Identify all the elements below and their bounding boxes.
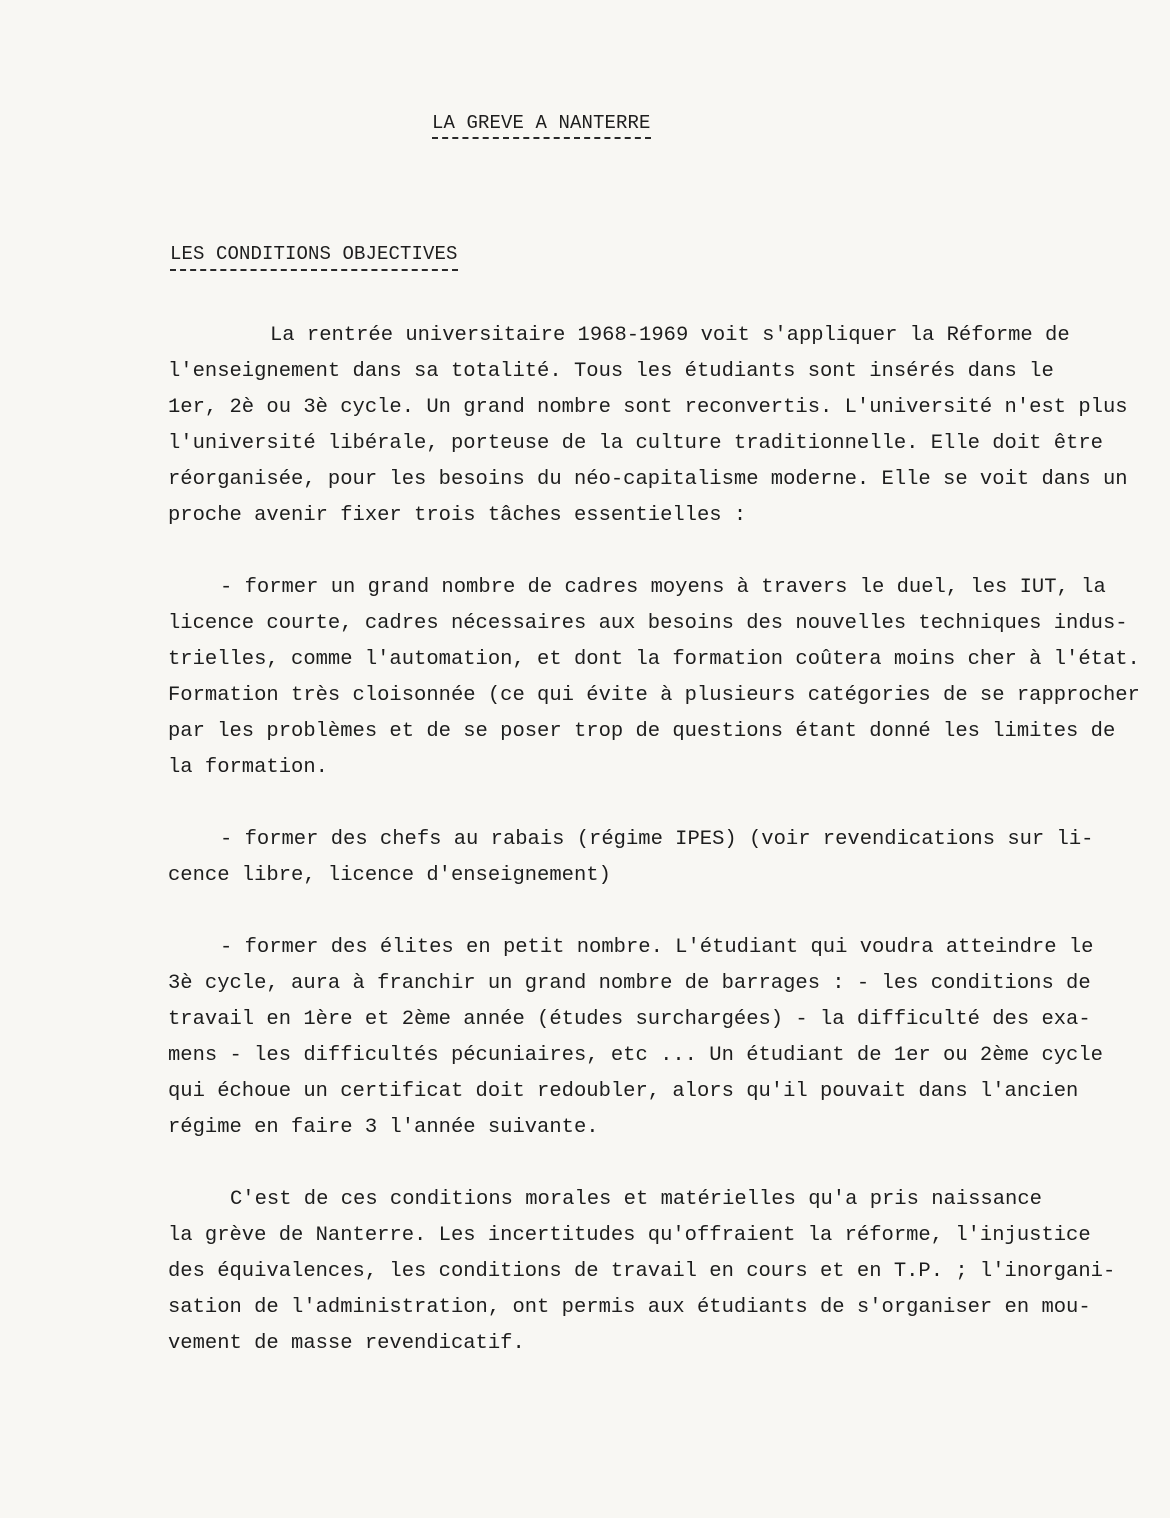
document-body xyxy=(168,318,1140,1362)
body-line: - former un grand nombre de cadres moyens à travers le duel, les IUT, la xyxy=(220,576,1106,599)
body-line: C'est de ces conditions morales et matérielles qu'a pris naissance xyxy=(230,1188,1042,1211)
body-line: vement de masse revendicatif. xyxy=(168,1332,525,1355)
body-line: des équivalences, les conditions de travail en cours et en T.P. ; l'inorgani- xyxy=(168,1260,1116,1283)
body-line: par les problèmes et de se poser trop de questions étant donné les limites de xyxy=(168,720,1116,743)
body-line: 1er, 2è ou 3è cycle. Un grand nombre sont reconvertis. L'université n'est plus xyxy=(168,396,1128,419)
body-line: 3è cycle, aura à franchir un grand nombre de barrages : - les conditions de xyxy=(168,972,1091,995)
body-line: cence libre, licence d'enseignement) xyxy=(168,864,611,887)
body-line: proche avenir fixer trois tâches essentielles : xyxy=(168,504,747,527)
body-line: trielles, comme l'automation, et dont la formation coûtera moins cher à l'état. xyxy=(168,648,1140,671)
body-line: - former des chefs au rabais (régime IPES) (voir revendications sur li- xyxy=(220,828,1094,851)
body-line: la formation. xyxy=(168,756,328,779)
body-line: travail en 1ère et 2ème année (études surchargées) - la difficulté des exa- xyxy=(168,1008,1091,1031)
body-line: - former des élites en petit nombre. L'étudiant qui voudra atteindre le xyxy=(220,936,1094,959)
body-line: mens - les difficultés pécuniaires, etc ... Un étudiant de 1er ou 2ème cycle xyxy=(168,1044,1103,1067)
document-title: LA GREVE A NANTERRE xyxy=(432,112,651,139)
body-line: qui échoue un certificat doit redoubler, alors qu'il pouvait dans l'ancien xyxy=(168,1080,1079,1103)
body-line: La rentrée universitaire 1968-1969 voit s'appliquer la Réforme de xyxy=(270,324,1070,347)
section-heading: LES CONDITIONS OBJECTIVES xyxy=(170,243,458,271)
body-line: licence courte, cadres nécessaires aux besoins des nouvelles techniques indus- xyxy=(168,612,1128,635)
body-line: la grève de Nanterre. Les incertitudes qu'offraient la réforme, l'injustice xyxy=(168,1224,1091,1247)
body-line: régime en faire 3 l'année suivante. xyxy=(168,1116,599,1139)
body-line: sation de l'administration, ont permis aux étudiants de s'organiser en mou- xyxy=(168,1296,1091,1319)
body-line: l'enseignement dans sa totalité. Tous les étudiants sont insérés dans le xyxy=(168,360,1054,383)
body-line: réorganisée, pour les besoins du néo-capitalisme moderne. Elle se voit dans un xyxy=(168,468,1128,491)
body-line: Formation très cloisonnée (ce qui évite à plusieurs catégories de se rapprocher xyxy=(168,684,1140,707)
body-line: l'université libérale, porteuse de la culture traditionnelle. Elle doit être xyxy=(168,432,1103,455)
